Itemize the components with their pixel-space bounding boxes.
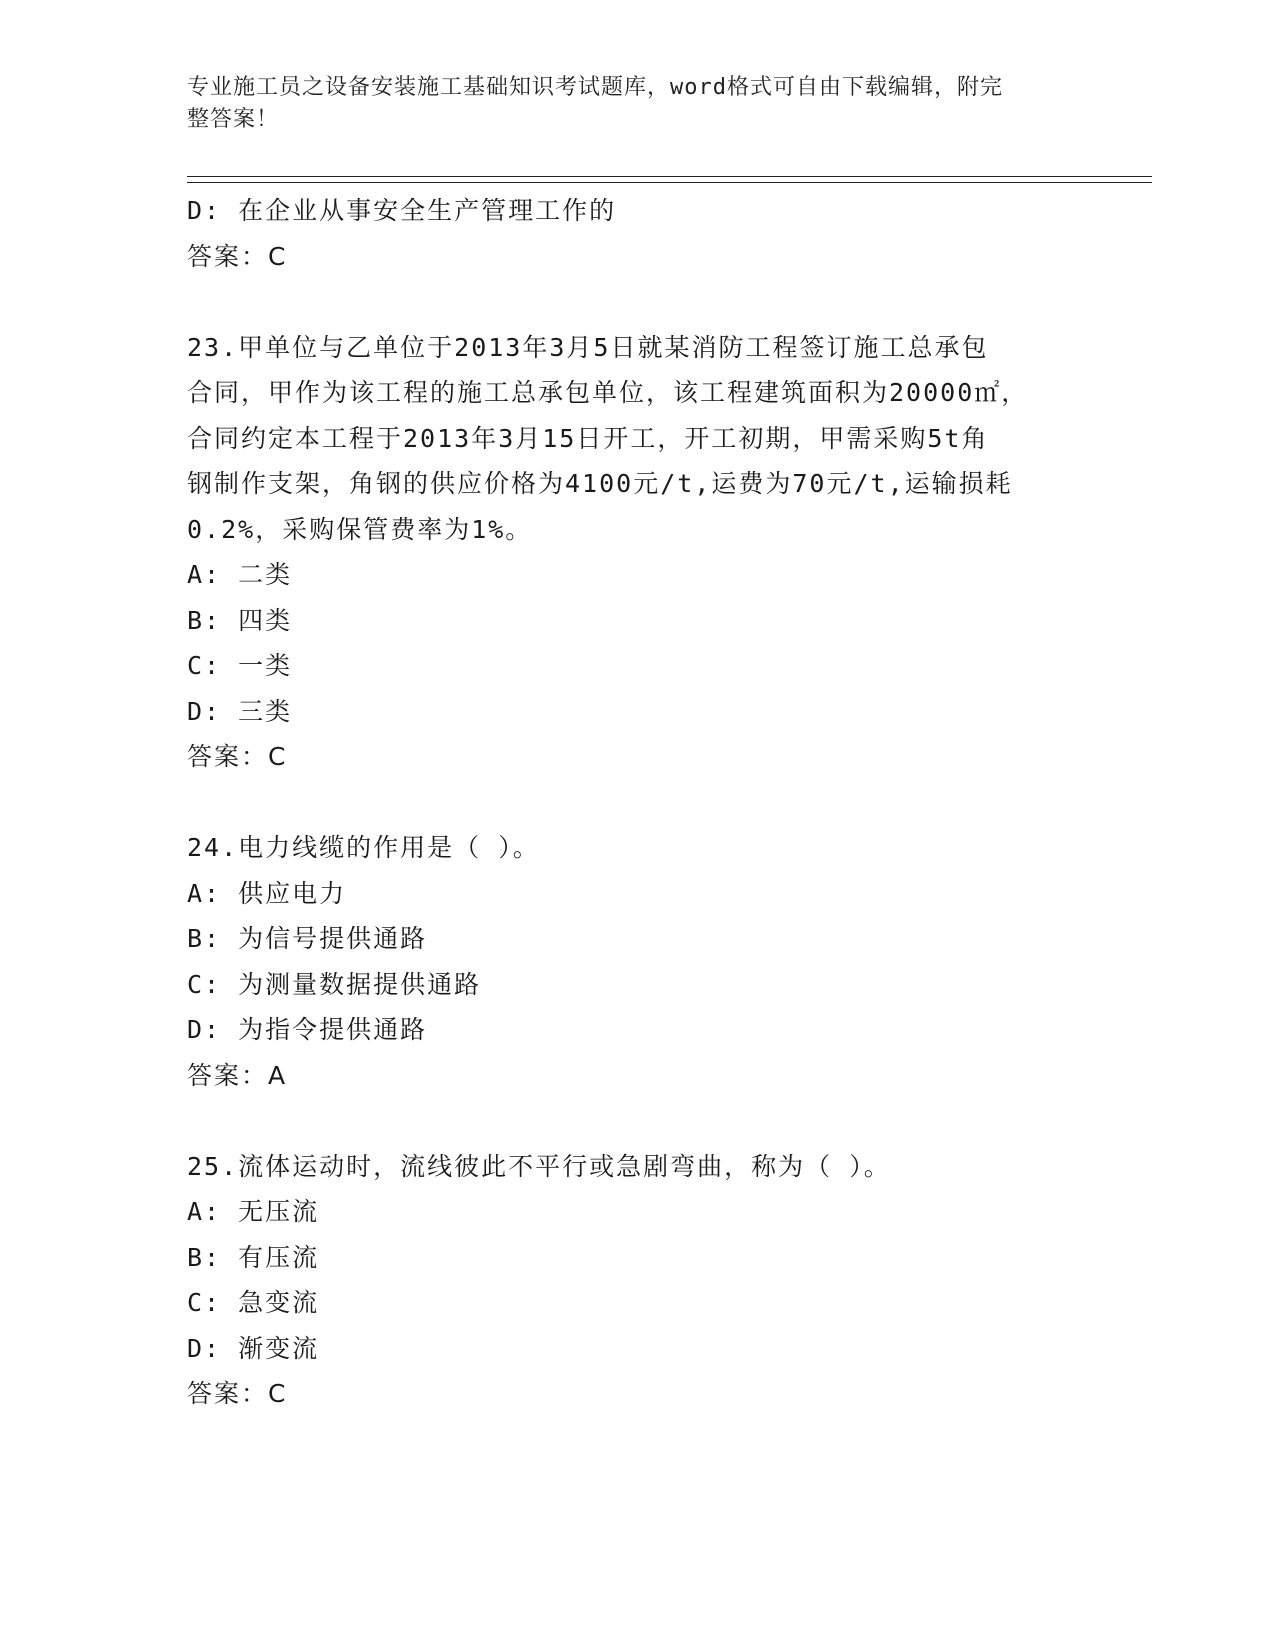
spacer	[187, 279, 1087, 325]
question-stem-line: 钢制作支架，角钢的供应价格为4100元/t,运费为70元/t,运输损耗	[187, 469, 1013, 498]
question-23	[187, 325, 1087, 780]
option-d: D: 三类	[187, 696, 293, 726]
header-divider-top	[187, 176, 1152, 177]
question-stem-line: 0.2%，采购保管费率为1%。	[187, 514, 533, 544]
header-divider-bottom	[187, 182, 1152, 183]
option-d: D: 为指令提供通路	[187, 1015, 428, 1044]
question-25	[187, 1144, 1087, 1417]
question-stem: 25.流体运动时，流线彼此不平行或急剧弯曲，称为（ ）。	[187, 1151, 891, 1181]
option-c: C: 为测量数据提供通路	[187, 969, 482, 999]
option-c: C: 急变流	[187, 1288, 320, 1317]
question-stem-line: 合同约定本工程于2013年3月15日开工，开工初期，甲需采购5t角	[187, 423, 989, 453]
option-a: A: 二类	[187, 560, 293, 589]
question-24	[187, 825, 1087, 1098]
spacer	[187, 1098, 1087, 1144]
answer: 答案：C	[187, 742, 288, 771]
spacer	[187, 780, 1087, 826]
answer: 答案：A	[187, 1060, 288, 1090]
option-a: A: 无压流	[187, 1197, 320, 1226]
header-line-2: 整答案！	[187, 107, 280, 132]
document-body	[187, 188, 1087, 1417]
answer: 答案：C	[187, 241, 288, 271]
question-stem-line: 合同，甲作为该工程的施工总承包单位，该工程建筑面积为20000㎡，	[187, 378, 1029, 407]
option-d: D: 在企业从事安全生产管理工作的	[187, 196, 617, 225]
question-stem: 24.电力线缆的作用是（ ）。	[187, 833, 540, 862]
option-c: C: 一类	[187, 651, 293, 680]
document-header	[187, 72, 1067, 136]
question-stem-line: 23.甲单位与乙单位于2013年3月5日就某消防工程签订施工总承包	[187, 332, 989, 362]
question-22-tail	[187, 188, 1087, 279]
option-b: B: 为信号提供通路	[187, 924, 428, 953]
option-b: B: 有压流	[187, 1242, 320, 1272]
option-b: B: 四类	[187, 605, 293, 635]
option-a: A: 供应电力	[187, 878, 347, 908]
answer: 答案：C	[187, 1379, 288, 1408]
option-d: D: 渐变流	[187, 1333, 320, 1363]
header-line-1: 专业施工员之设备安装施工基础知识考试题库，word格式可自由下载编辑，附完	[187, 75, 1003, 100]
